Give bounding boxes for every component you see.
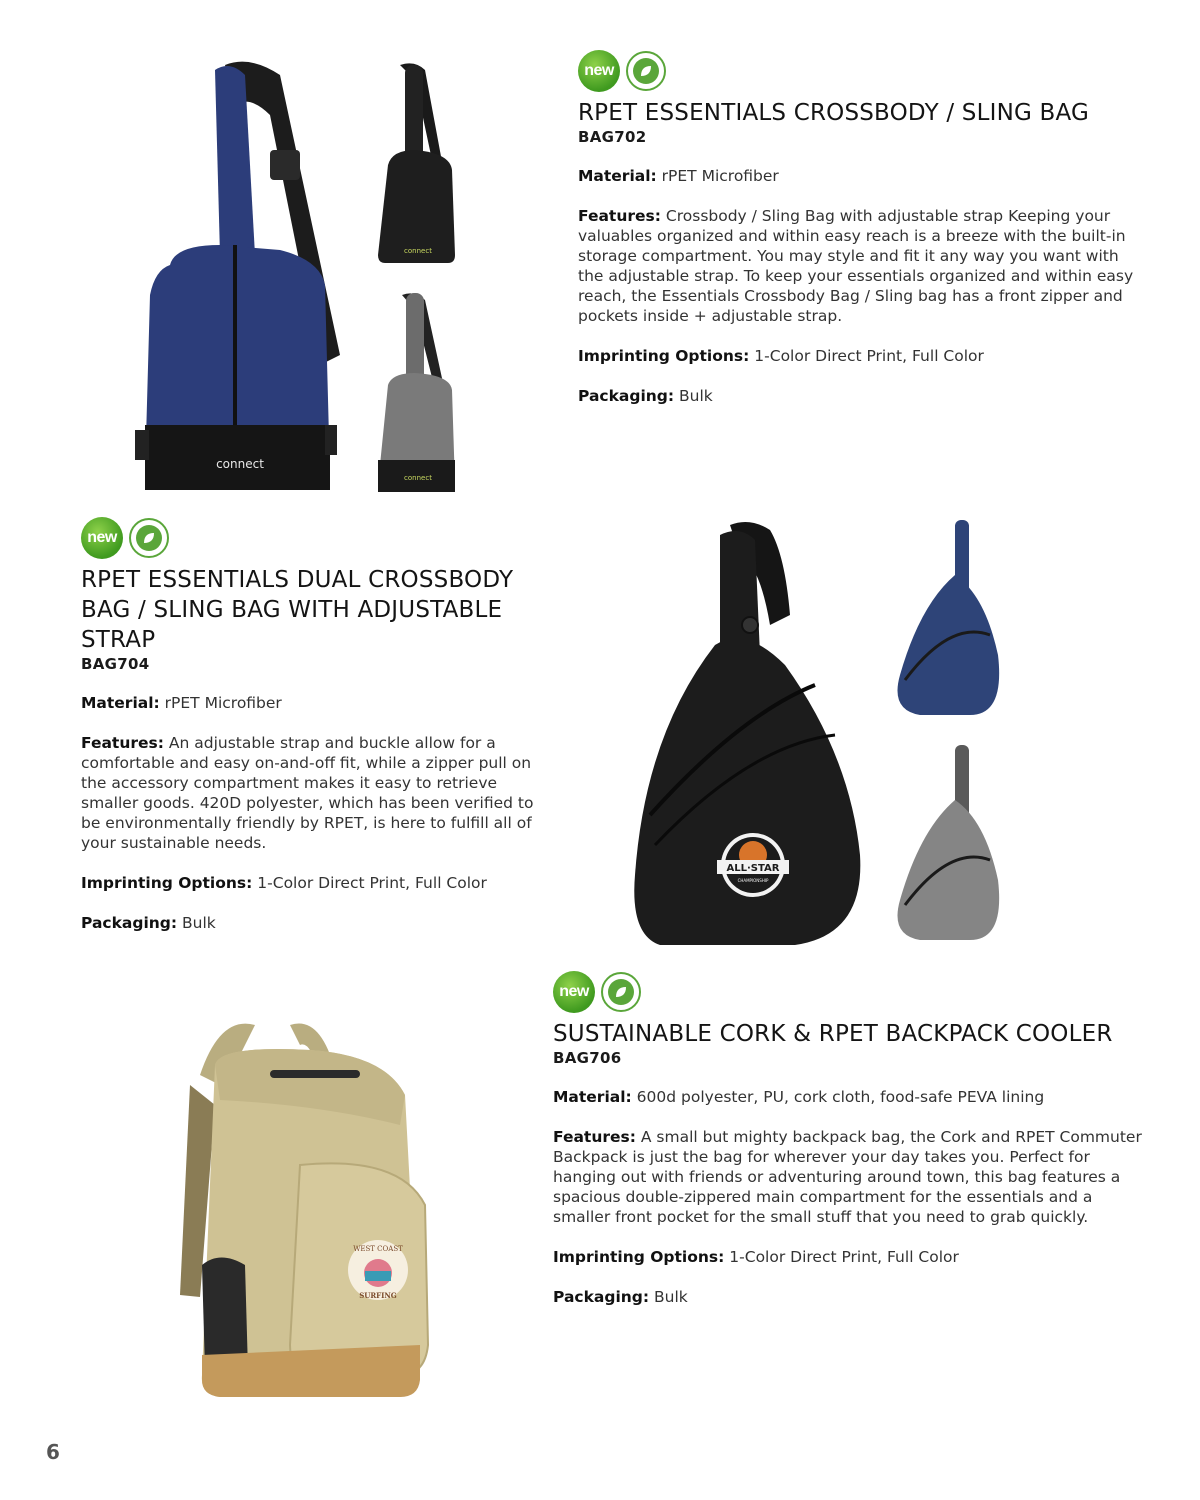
product-sku: BAG706 (553, 1049, 622, 1067)
product-image-bag702 (130, 55, 490, 495)
features-row: Features: Crossbody / Sling Bag with adjustable strap Keeping your valuables organized and within easy reach is a breeze with the built-in storage compartment. You may style and fit it any way you want with the adjustable strap. To keep your essentials organized and within easy reach, the Essentials Crossbody Bag / Sling bag has a front zipper and pockets inside + adjustable strap. (578, 207, 1134, 325)
imprint-row: Imprinting Options: 1-Color Direct Print, Full Color (553, 1248, 959, 1266)
packaging-row: Packaging: Bulk (81, 914, 216, 932)
eco-leaf-badge-icon (129, 518, 169, 558)
product-image-bag706 (160, 1015, 450, 1400)
product-sku: BAG702 (578, 128, 647, 146)
product-sku: BAG704 (81, 655, 150, 673)
eco-leaf-badge-icon (626, 51, 666, 91)
material-row: Material: rPET Microfiber (578, 167, 779, 185)
badge-row (578, 50, 1138, 92)
connect-logo-text: connect (216, 457, 264, 471)
material-row: Material: 600d polyester, PU, cork cloth, food-safe PEVA lining (553, 1088, 1045, 1106)
packaging-row: Packaging: Bulk (553, 1288, 688, 1306)
packaging-row: Packaging: Bulk (578, 387, 713, 405)
west-coast-logo-text: WEST COAST (353, 1245, 403, 1253)
features-row: Features: An adjustable strap and buckle allow for a comfortable and easy on-and-off fit, while a zipper pull on the accessory compartment makes it easy to retrieve smaller goods. 420D polyester, which has been verified to be environmentally friendly by RPET, is here to fulfill all of your sustainable needs. (81, 734, 534, 852)
badge-row (81, 517, 541, 559)
page-number: 6 (46, 1440, 60, 1464)
product-title: SUSTAINABLE CORK & RPET BACKPACK COOLER (553, 1021, 1113, 1047)
product-title: RPET ESSENTIALS CROSSBODY / SLING BAG (578, 100, 1090, 126)
features-row: Features: A small but mighty backpack bag, the Cork and RPET Commuter Backpack is just the bag for wherever your day takes you. Perfect for hanging out with friends or adventuring around town, this bag features a spacious double-zippered main compartment for the essentials and a smaller front pocket for the small stuff that you need to grab quickly. (553, 1128, 1142, 1226)
product-image-bag704 (620, 515, 1020, 955)
eco-leaf-badge-icon (601, 972, 641, 1012)
product-bag704 (81, 517, 541, 933)
new-badge-icon: new (553, 971, 595, 1013)
material-row: Material: rPET Microfiber (81, 694, 282, 712)
svg-text:CHAMPIONSHIP: CHAMPIONSHIP (737, 878, 769, 883)
new-badge-icon: new (578, 50, 620, 92)
all-star-logo-text: ALL·STAR (726, 863, 780, 874)
imprint-row: Imprinting Options: 1-Color Direct Print, Full Color (578, 347, 984, 365)
imprint-row: Imprinting Options: 1-Color Direct Print, Full Color (81, 874, 487, 892)
product-bag706 (553, 971, 1143, 1307)
badge-row (553, 971, 1143, 1013)
svg-text:SURFING: SURFING (359, 1291, 397, 1300)
product-bag702 (578, 50, 1138, 406)
product-title: RPET ESSENTIALS DUAL CROSSBODY BAG / SLING BAG WITH ADJUSTABLE STRAP (81, 567, 514, 653)
new-badge-icon: new (81, 517, 123, 559)
svg-text:connect: connect (404, 474, 432, 482)
svg-text:connect: connect (404, 247, 432, 255)
